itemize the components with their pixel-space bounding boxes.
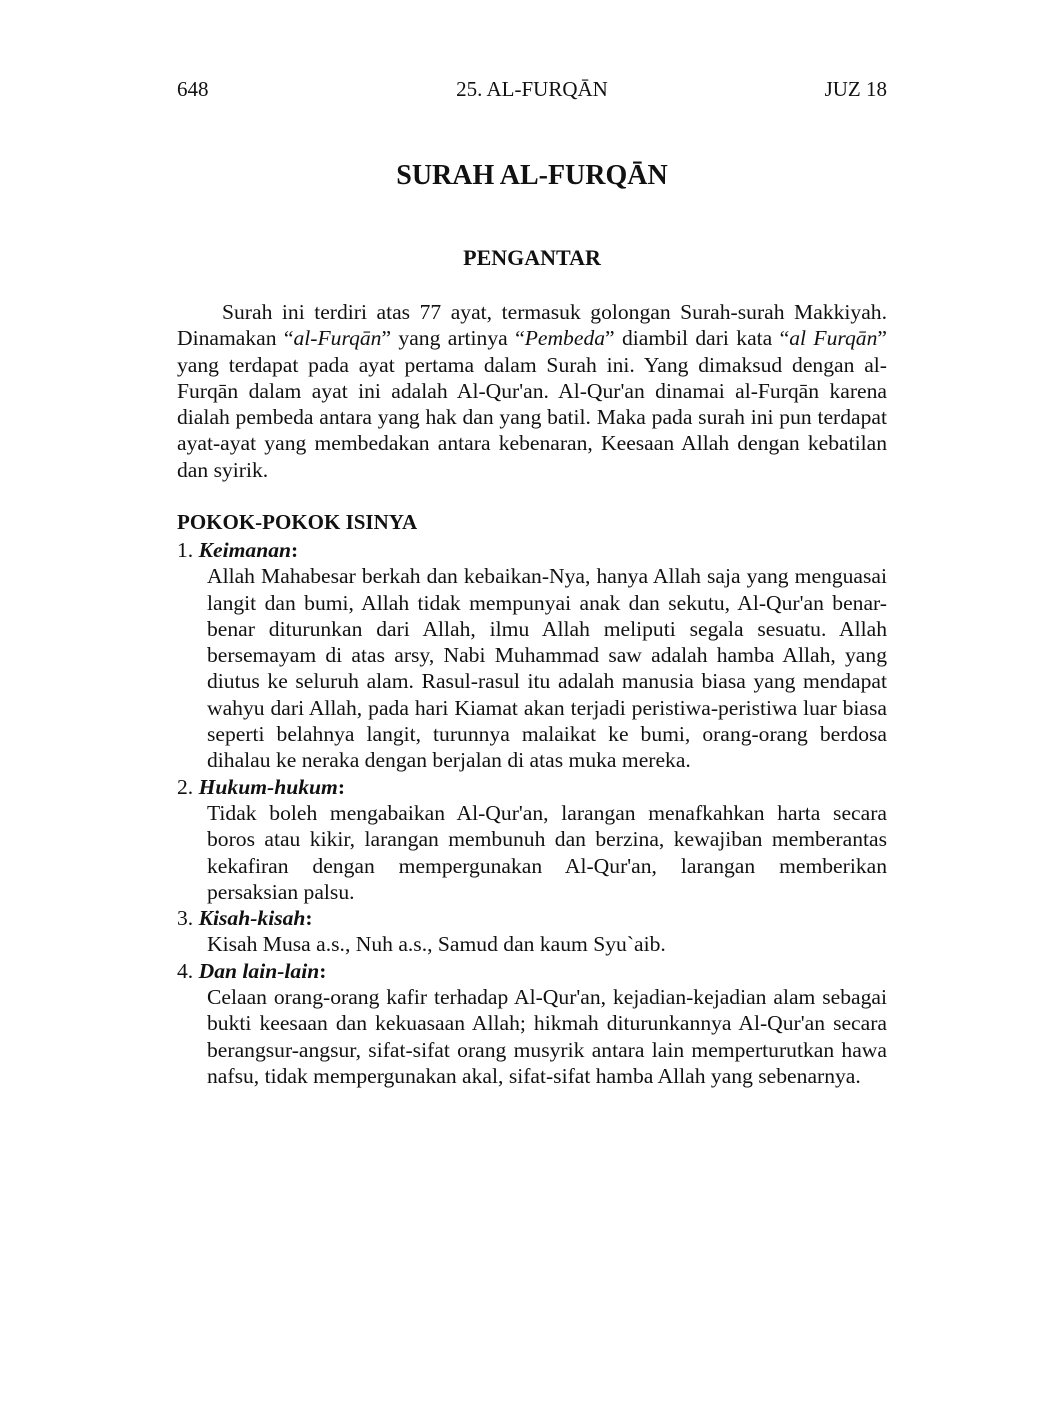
item-number: 4.: [177, 958, 194, 983]
item-body: Celaan orang-orang kafir terhadap Al-Qur'an, kejadian-kejadian alam sebagai bukti keesaan dan kekuasaan Allah; hikmah diturunkannya Al-Qur'an secara berangsur-angsur, sifat-sifat orang musyrik antara lain memperturutkan hawa nafsu, tidak mempergunakan akal, sifat-sifat hamba Allah yang sebenarnya.: [207, 985, 887, 1088]
item-title: Hukum-hukum: [198, 774, 338, 799]
contents-heading: POKOK-POKOK ISINYA: [177, 510, 418, 534]
list-item: [177, 774, 887, 905]
list-item: [177, 958, 887, 1089]
intro-paragraph: [177, 299, 887, 483]
item-number: 1.: [177, 538, 194, 562]
item-title: Kisah-kisah: [198, 906, 306, 931]
item-number: 2.: [177, 774, 194, 799]
item-label: [177, 537, 887, 563]
intro-text-3: ” diambil dari kata “: [605, 326, 790, 351]
item-colon: :: [319, 958, 327, 983]
intro-heading: PENGANTAR: [463, 245, 601, 270]
intro-italic-2: Pembeda: [524, 326, 606, 351]
item-title: Dan lain-lain: [198, 958, 320, 983]
list-item: [177, 905, 887, 958]
item-colon: :: [291, 538, 299, 562]
item-body: Tidak boleh mengabaikan Al-Qur'an, larangan menafkahkan harta secara boros atau kikir, larangan membunuh dan berzina, kewajiban memberantas kekafiran dengan mempergunakan Al-Qur'an, larangan memberikan persaksian palsu.: [207, 800, 887, 904]
item-body: Allah Mahabesar berkah dan kebaikan-Nya, hanya Allah saja yang menguasai langit dan bumi, Allah tidak mempunyai anak dan sekutu, Al-Qur'an benar-benar diturunkan dari Allah, ilmu Allah meliputi segala sesuatu. Allah bersemayam di atas arsy, Nabi Muhammad saw adalah hamba Allah, yang diutus ke seluruh alam. Rasul-rasul itu adalah manusia biasa yang mendapat wahyu dari Allah, pada hari Kiamat akan terjadi peristiwa-peristiwa luar biasa seperti belahnya langit, turunnya malaikat ke bumi, orang-orang berdosa dihalau ke neraka dengan berjalan di atas muka mereka.: [207, 564, 887, 773]
page-number: 648: [177, 77, 209, 101]
intro-italic-3: al Furqān: [789, 326, 878, 351]
intro-text-2: ” yang artinya “: [381, 326, 525, 351]
page-title: SURAH AL-FURQĀN: [396, 160, 668, 191]
intro-italic-1: al-Furqān: [293, 326, 382, 351]
item-label: [177, 905, 887, 931]
list-item: [177, 537, 887, 774]
intro-text-4: ” yang terdapat pada ayat pertama dalam Surah ini. Yang dimaksud dengan al-Furqān dalam ayat ini adalah Al-Qur'an. Al-Qur'an dinamai al-Furqān karena dialah pembeda antara yang hak dan yang batil. Maka pada surah ini pun terdapat ayat-ayat yang membedakan antara kebenaran, Keesaan Allah dengan kebatilan dan syirik.: [177, 326, 887, 482]
chapter-header: 25. AL-FURQĀN: [456, 77, 608, 101]
contents-list: [177, 537, 887, 1089]
item-colon: :: [305, 906, 313, 931]
item-number: 3.: [177, 906, 194, 931]
item-body: Kisah Musa a.s., Nuh a.s., Samud dan kaum Syu`aib.: [207, 932, 666, 957]
juz-label: JUZ 18: [824, 77, 887, 101]
intro-text-1: Surah ini terdiri atas 77 ayat, termasuk golongan Surah-surah Makkiyah. Dinamakan “: [177, 300, 887, 351]
item-title: Keimanan: [198, 538, 292, 562]
item-label: [177, 958, 887, 984]
item-colon: :: [337, 774, 346, 799]
running-header: [177, 76, 887, 106]
item-label: [177, 774, 887, 800]
